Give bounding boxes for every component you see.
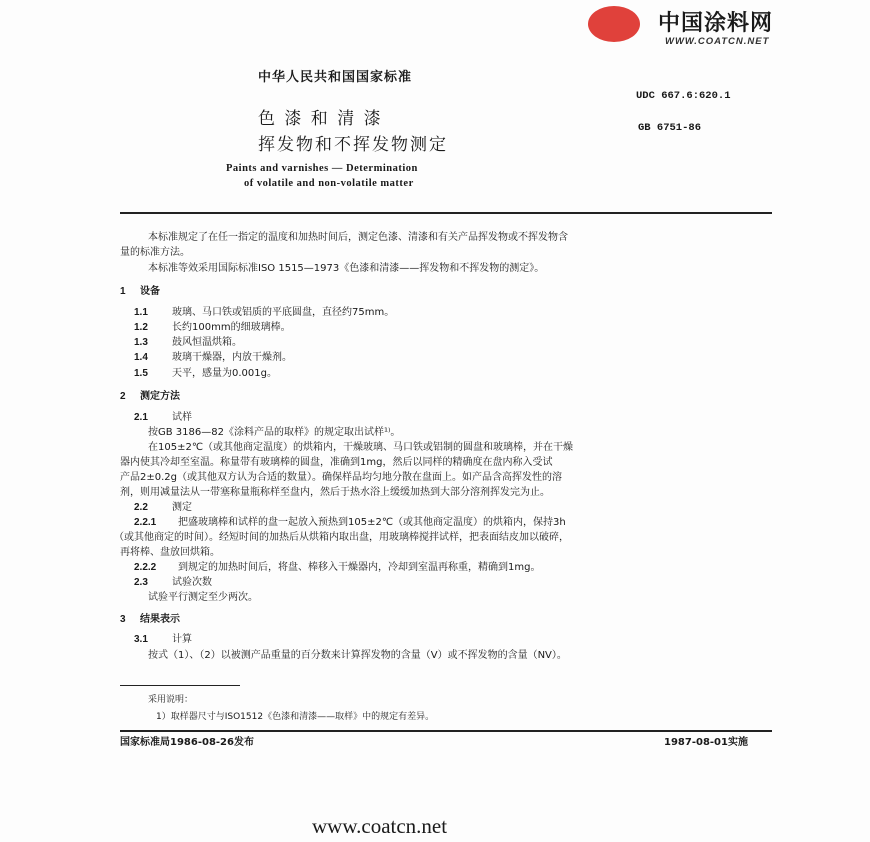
s2-1-line5: 剂，则用减量法从一带塞称量瓶称样至盘内，然后于热水浴上缓缓加热到大部分溶剂挥发完为止。 (120, 487, 550, 498)
section1-title: 设备 (140, 286, 160, 297)
section3-number: 3 (120, 614, 126, 625)
item-1-4-text: 玻璃干燥器，内放干燥剂。 (172, 352, 292, 363)
item-1-2-text: 长约100mm的细玻璃棒。 (172, 322, 291, 333)
logo-icon (588, 6, 640, 42)
s2-3-title: 试验次数 (172, 577, 212, 588)
footnote-label: 采用说明： (148, 695, 194, 705)
intro-line2: 量的标准方法。 (120, 247, 190, 258)
s2-3-number: 2.3 (134, 577, 148, 588)
s2-1-title: 试样 (172, 412, 192, 423)
section2-title: 测定方法 (140, 391, 180, 402)
udc-code: UDC 667.6:620.1 (636, 90, 731, 102)
s2-2-1-number: 2.2.1 (134, 517, 157, 528)
s2-2-1-line2: （或其他商定的时间）。经短时间的加热后从烘箱内取出盘，用玻璃棒搅拌试样，把表面结皮加以破碎， (114, 532, 569, 543)
item-1-2-number: 1.2 (134, 322, 148, 333)
s3-1-number: 3.1 (134, 634, 148, 645)
footnote-text: 1）取样器尺寸与ISO1512《色漆和清漆——取样》中的规定有差异。 (156, 712, 435, 722)
section2-number: 2 (120, 391, 126, 402)
title-cn-line1: 色 漆 和 清 漆 (258, 109, 383, 129)
s2-1-line1: 按GB 3186—82《涂料产品的取样》的规定取出试样¹⁾。 (148, 427, 401, 438)
s2-2-1-line3: 再将棒、盘放回烘箱。 (120, 547, 220, 558)
section3-title: 结果表示 (140, 614, 180, 625)
title-en-line2: of volatile and non-volatile matter (244, 178, 414, 189)
intro-line1: 本标准规定了在任一指定的温度和加热时间后，测定色漆、清漆和有关产品挥发物或不挥发物含 (148, 232, 568, 243)
logo-name: 中国涂料网 (658, 11, 774, 36)
s2-2-number: 2.2 (134, 502, 148, 513)
issue-date: 国家标准局1986-08-26发布 (120, 737, 254, 748)
s2-1-line3: 器内使其冷却至室温。称量带有玻璃棒的圆盘，准确到1mg，然后以同样的精确度在盘内称入受试 (120, 457, 553, 468)
item-1-5-text: 天平，感量为0.001g。 (172, 368, 277, 379)
item-1-3-number: 1.3 (134, 337, 148, 348)
item-1-1-number: 1.1 (134, 307, 148, 318)
gb-code: GB 6751-86 (638, 122, 702, 134)
footer-site-url: www.coatcn.net (312, 814, 448, 838)
s3-1-text: 按式（1）、（2）以被测产品重量的百分数来计算挥发物的含量（V）或不挥发物的含量（NV）。 (148, 650, 567, 661)
logo-url: WWW.COATCN.NET (665, 36, 770, 47)
title-cn-line2: 挥发物和不挥发物测定 (258, 135, 448, 155)
title-en-line1: Paints and varnishes — Determination (226, 163, 418, 174)
s2-1-line4: 产品2±0.2g（或其他双方认为合适的数量）。确保样品均匀地分散在盘面上。如产品含高挥发性的溶 (120, 472, 562, 483)
standard-type: 中华人民共和国国家标准 (258, 70, 413, 85)
s3-1-title: 计算 (172, 634, 192, 645)
footnote-divider (120, 685, 240, 686)
section1-number: 1 (120, 286, 126, 297)
item-1-4-number: 1.4 (134, 352, 148, 363)
s2-1-number: 2.1 (134, 412, 148, 423)
s2-2-2-number: 2.2.2 (134, 562, 157, 573)
item-1-5-number: 1.5 (134, 368, 148, 379)
intro-line3: 本标准等效采用国际标准ISO 1515—1973《色漆和清漆——挥发物和不挥发物的测定》。 (148, 263, 545, 274)
item-1-3-text: 鼓风恒温烘箱。 (172, 337, 242, 348)
footer-divider (120, 730, 772, 732)
item-1-1-text: 玻璃、马口铁或铝质的平底圆盘，直径约75mm。 (172, 307, 395, 318)
s2-1-line2: 在105±2℃（或其他商定温度）的烘箱内，干燥玻璃、马口铁或铝制的圆盘和玻璃棒，并在干燥 (148, 442, 574, 453)
header-divider (120, 212, 772, 214)
s2-2-1-line1: 把盛玻璃棒和试样的盘一起放入预热到105±2℃（或其他商定温度）的烘箱内，保持3h (178, 517, 566, 528)
s2-2-title: 测定 (172, 502, 192, 513)
s2-3-text: 试验平行测定至少两次。 (148, 592, 258, 603)
s2-2-2-text: 到规定的加热时间后，将盘、棒移入干燥器内，冷却到室温再称重，精确到1mg。 (178, 562, 541, 573)
effective-date: 1987-08-01实施 (664, 737, 748, 748)
